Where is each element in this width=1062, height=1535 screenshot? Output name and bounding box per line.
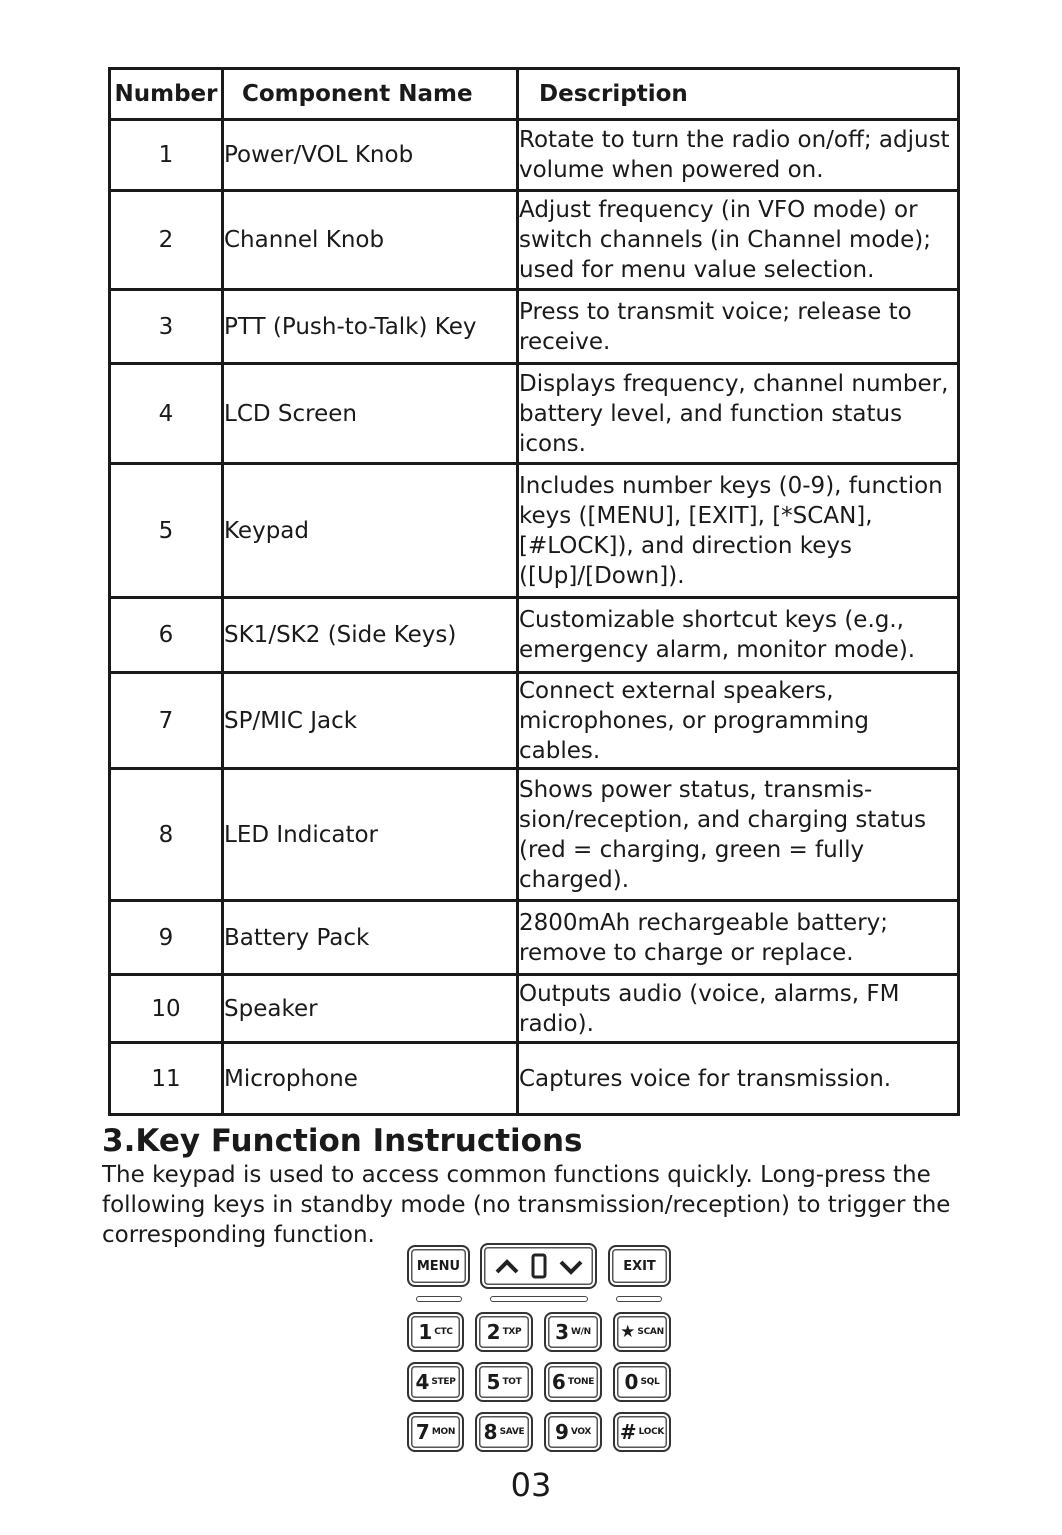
table-row [110,1043,959,1115]
menu-key-label: MENU [416,1258,461,1274]
row-number: 8 [110,769,223,901]
key-7-mon [407,1412,464,1452]
row-number: 3 [110,290,223,364]
key-number: 4 [415,1370,430,1394]
section-title: 3.Key Function Instructions [102,1123,583,1159]
key-function-label: VOX [570,1427,592,1437]
key-divider [616,1296,662,1302]
row-component-name: LED Indicator [223,769,518,901]
key-star-scan [613,1312,671,1352]
key-1-ctc [407,1312,464,1352]
key-number: 5 [486,1370,501,1394]
row-description: Rotate to turn the radio on/off; adjust volume when powered on. [518,120,959,191]
row-component-name: Channel Knob [223,191,518,290]
key-function-label: SCAN [637,1327,664,1337]
row-description: Displays frequency, channel number, battery level, and function status icons. [518,364,959,464]
row-description: Outputs audio (voice, alarms, FM radio). [518,975,959,1043]
key-number: 6 [551,1370,566,1394]
key-divider [490,1296,588,1302]
key-function-label: SAVE [499,1427,525,1437]
row-number: 11 [110,1043,223,1115]
table-row [110,975,959,1043]
row-number: 4 [110,364,223,464]
table-row [110,464,959,598]
key-6-tone [544,1362,602,1402]
component-table [108,67,960,1116]
key-number: 0 [624,1370,639,1394]
key-divider [416,1296,462,1302]
key-5-tot [475,1362,533,1402]
header-component-name: Component Name [223,69,518,120]
header-description: Description [518,69,959,120]
key-4-step [407,1362,464,1402]
table-row [110,364,959,464]
key-0-sql [613,1362,671,1402]
row-description: Captures voice for transmission. [518,1043,959,1115]
exit-key [608,1245,671,1287]
menu-key [407,1245,470,1287]
key-function-label: SQL [640,1377,660,1387]
row-number: 1 [110,120,223,191]
keypad-illustration [404,1240,674,1456]
table-row [110,769,959,901]
table-row [110,673,959,769]
header-number: Number [110,69,223,120]
key-number: 7 [415,1420,430,1444]
exit-key-label: EXIT [623,1258,656,1274]
row-number: 10 [110,975,223,1043]
row-number: 5 [110,464,223,598]
hash-icon: # [619,1420,637,1444]
row-component-name: Power/VOL Knob [223,120,518,191]
table-row [110,901,959,975]
key-8-save [475,1412,533,1452]
key-function-label: TONE [567,1377,595,1387]
row-description: Shows power status, transmis-sion/reception, and charging status (red = charging, green = fully charged). [518,769,959,901]
key-function-label: TOT [502,1377,522,1387]
key-number: 1 [418,1320,433,1344]
row-component-name: Keypad [223,464,518,598]
row-description: Press to transmit voice; release to receive. [518,290,959,364]
up-down-arrows-icon [489,1251,589,1281]
key-9-vox [544,1412,602,1452]
table-row [110,120,959,191]
row-component-name: Speaker [223,975,518,1043]
row-number: 6 [110,598,223,673]
table-header-row [110,69,959,120]
key-number: 3 [555,1320,570,1344]
key-number: 2 [486,1320,501,1344]
row-component-name: SK1/SK2 (Side Keys) [223,598,518,673]
star-icon: ★ [620,1322,636,1342]
row-description: Connect external speakers, microphones, or programming cables. [518,673,959,769]
row-number: 9 [110,901,223,975]
key-function-label: CTC [434,1327,453,1337]
key-2-txp [475,1312,533,1352]
key-3-wn [544,1312,602,1352]
key-hash-lock [613,1412,671,1452]
key-function-label: W/N [571,1327,591,1337]
direction-key [480,1243,597,1289]
row-component-name: SP/MIC Jack [223,673,518,769]
row-description: Customizable shortcut keys (e.g., emergency alarm, monitor mode). [518,598,959,673]
row-component-name: Battery Pack [223,901,518,975]
key-function-label: MON [431,1427,456,1437]
table-row [110,290,959,364]
key-number: 8 [483,1420,498,1444]
row-component-name: LCD Screen [223,364,518,464]
key-function-label: STEP [431,1377,456,1387]
row-number: 7 [110,673,223,769]
key-function-label: TXP [502,1327,522,1337]
table-row [110,191,959,290]
key-number: 9 [554,1420,569,1444]
section-intro: The keypad is used to access common functions quickly. Long-press the following keys in standby mode (no transmission/reception) to trigger the corresponding function. [102,1162,951,1248]
row-description: Includes number keys (0-9), function keys ([MENU], [EXIT], [*SCAN], [#LOCK]), and direction keys ([Up]/[Down]). [518,464,959,598]
row-description: Adjust frequency (in VFO mode) or switch channels (in Channel mode); used for menu value selection. [518,191,959,290]
row-component-name: PTT (Push-to-Talk) Key [223,290,518,364]
row-component-name: Microphone [223,1043,518,1115]
page-number: 03 [510,1466,552,1504]
table-row [110,598,959,673]
row-number: 2 [110,191,223,290]
row-description: 2800mAh rechargeable battery; remove to charge or replace. [518,901,959,975]
key-function-label: LOCK [638,1427,665,1437]
